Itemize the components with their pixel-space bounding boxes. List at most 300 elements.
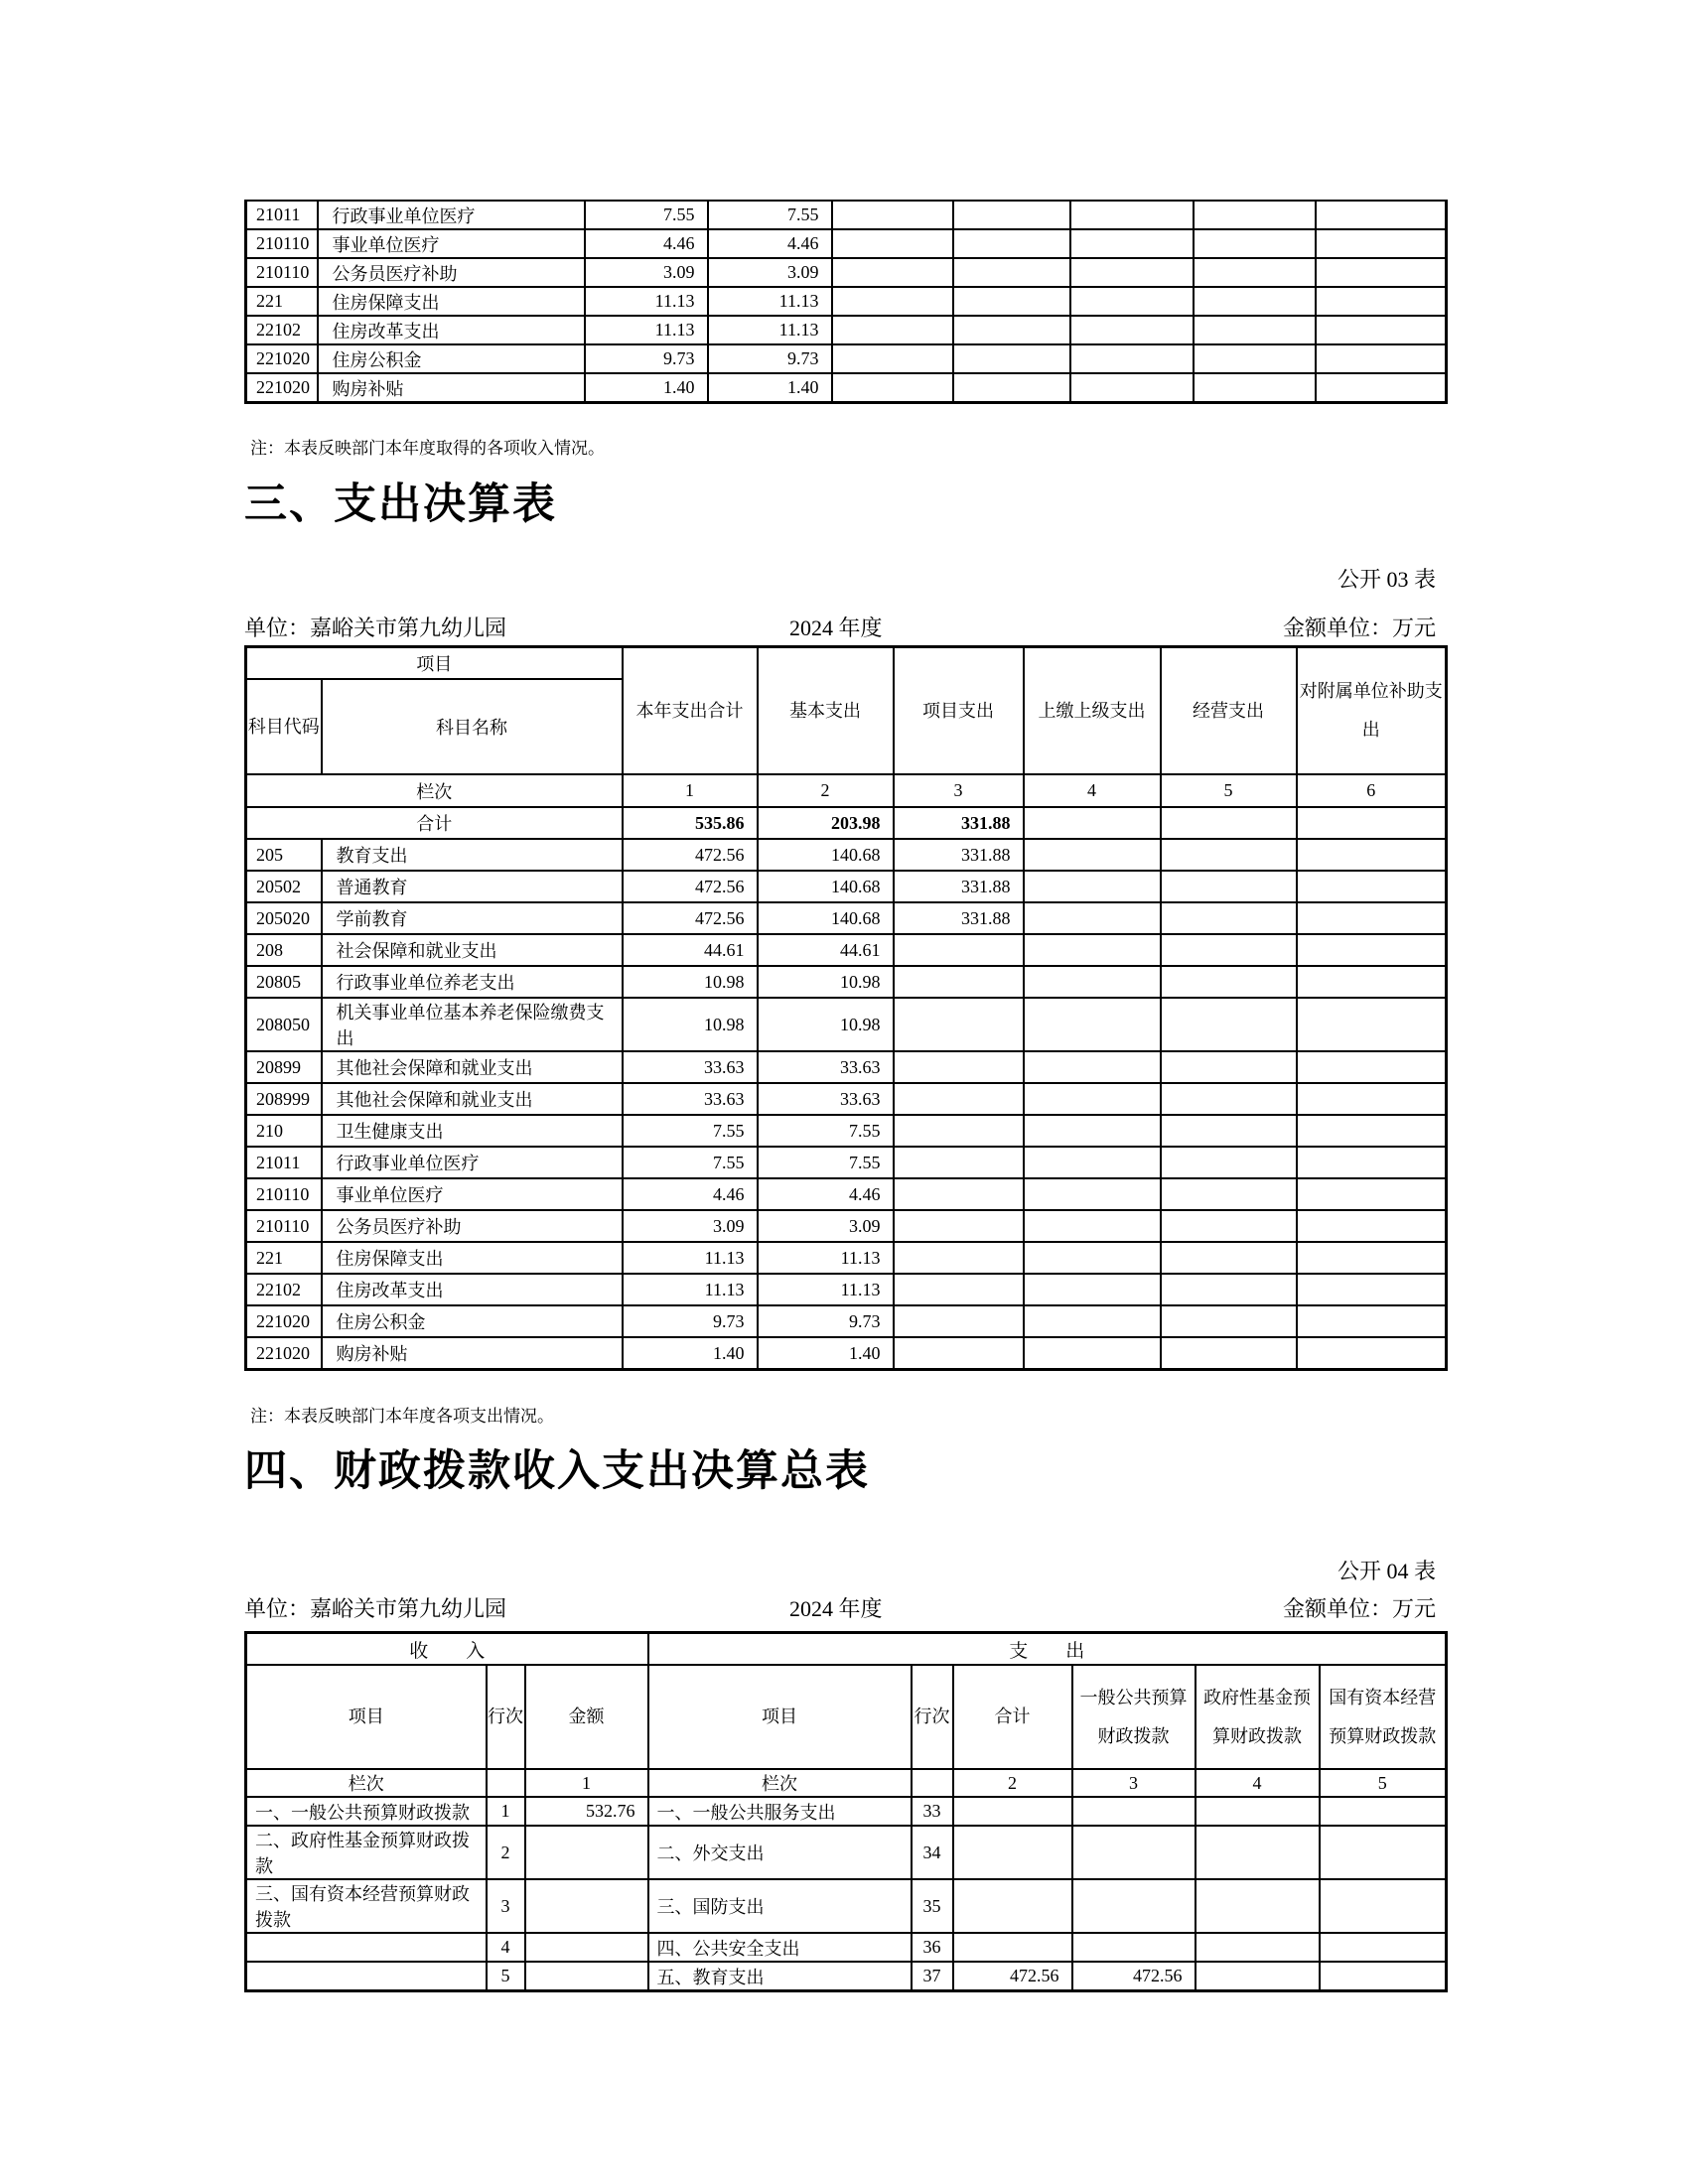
general-public-budget-cell	[1072, 1879, 1196, 1933]
empty-cell	[487, 1769, 525, 1797]
operating-expenditure-cell	[1161, 1051, 1297, 1083]
income-item-cell	[246, 1962, 487, 1991]
expense-line-cell: 37	[912, 1962, 953, 1991]
summary-table-row	[246, 1826, 1447, 1879]
government-fund-cell	[1196, 1797, 1320, 1826]
column-index-cell: 5	[1161, 774, 1297, 807]
income-value-cell	[1194, 201, 1316, 229]
basic-expenditure-cell: 11.13	[758, 1274, 894, 1305]
expense-line-cell: 36	[912, 1933, 953, 1962]
subject-name-cell: 住房改革支出	[322, 1274, 623, 1305]
section3-amount-unit-label: 金额单位：万元	[1282, 615, 1436, 640]
income-value-cell	[1194, 229, 1316, 258]
expense-line-cell: 35	[912, 1879, 953, 1933]
upward-payment-cell	[1024, 1210, 1161, 1242]
section3-year-label: 2024 年度	[789, 615, 883, 640]
summary-column-index-row	[246, 1769, 1447, 1797]
subject-name-cell: 住房保障支出	[318, 287, 585, 316]
lanci-label-cell: 栏次	[648, 1769, 912, 1797]
general-public-budget-cell	[1072, 1797, 1196, 1826]
basic-expenditure-cell: 9.73	[758, 1305, 894, 1337]
general-public-budget-cell	[1072, 1826, 1196, 1879]
subject-code-cell: 208999	[246, 1083, 322, 1115]
section4-heading: 四、财政拨款收入支出决算总表	[244, 1447, 870, 1495]
operating-expenditure-cell	[1161, 1305, 1297, 1337]
expenditure-total-cell: 7.55	[623, 1115, 758, 1147]
income-table-row	[246, 316, 1447, 344]
income-line-cell: 4	[487, 1933, 525, 1962]
income-item-cell: 二、政府性基金预算财政拨款	[246, 1826, 487, 1879]
empty-cell	[912, 1769, 953, 1797]
expenditure-table-row	[246, 1305, 1447, 1337]
expenditure-table-row	[246, 966, 1447, 998]
subsidy-expenditure-cell	[1297, 1083, 1447, 1115]
income-value-cell	[1316, 316, 1447, 344]
state-capital-cell	[1320, 1797, 1447, 1826]
expenditure-table-row	[246, 1147, 1447, 1178]
income-value-cell	[832, 201, 953, 229]
income-value-cell	[1316, 373, 1447, 403]
subject-name-cell: 事业单位医疗	[322, 1178, 623, 1210]
upward-payment-cell	[1024, 1305, 1161, 1337]
column-index-cell: 4	[1196, 1769, 1320, 1797]
expenditure-table-row	[246, 998, 1447, 1051]
income-value-cell	[953, 258, 1070, 287]
income-line-header-cell: 行次	[487, 1665, 525, 1769]
project-expenditure-cell	[894, 1051, 1024, 1083]
income-total-cell: 7.55	[585, 201, 708, 229]
income-table-row	[246, 258, 1447, 287]
basic-expenditure-cell: 10.98	[758, 998, 894, 1051]
summary-table-row	[246, 1962, 1447, 1991]
income-line-cell: 3	[487, 1879, 525, 1933]
subject-code-cell: 205020	[246, 902, 322, 934]
column-header-cell: 基本支出	[758, 647, 894, 775]
government-fund-cell	[1196, 1933, 1320, 1962]
total-value-cell	[1024, 807, 1161, 839]
income-expense-band-row	[246, 1633, 1447, 1666]
expenditure-total-cell: 1.40	[623, 1337, 758, 1370]
income-table-tail	[244, 200, 1448, 404]
expense-total-cell: 472.56	[953, 1962, 1072, 1991]
state-capital-header-cell: 国有资本经营预算财政拨款	[1320, 1665, 1447, 1769]
income-value-cell: 3.09	[708, 258, 832, 287]
subsidy-expenditure-cell	[1297, 998, 1447, 1051]
income-amount-cell	[525, 1879, 648, 1933]
income-table-row	[246, 229, 1447, 258]
operating-expenditure-cell	[1161, 871, 1297, 902]
expenditure-total-cell: 472.56	[623, 871, 758, 902]
column-index-cell: 4	[1024, 774, 1161, 807]
expense-item-cell: 四、公共安全支出	[648, 1933, 912, 1962]
basic-expenditure-cell: 7.55	[758, 1147, 894, 1178]
income-amount-cell	[525, 1933, 648, 1962]
subsidy-expenditure-cell	[1297, 1210, 1447, 1242]
total-label-cell: 合计	[246, 807, 623, 839]
basic-expenditure-cell: 10.98	[758, 966, 894, 998]
basic-expenditure-cell: 11.13	[758, 1242, 894, 1274]
basic-expenditure-cell: 33.63	[758, 1051, 894, 1083]
basic-expenditure-cell: 140.68	[758, 839, 894, 871]
income-item-cell: 一、一般公共预算财政拨款	[246, 1797, 487, 1826]
income-value-cell	[832, 316, 953, 344]
project-expenditure-cell	[894, 934, 1024, 966]
column-index-cell: 2	[758, 774, 894, 807]
expenditure-table-row	[246, 1083, 1447, 1115]
column-index-cell: 3	[894, 774, 1024, 807]
total-row	[246, 807, 1447, 839]
subsidy-expenditure-cell	[1297, 1178, 1447, 1210]
section4-year-label: 2024 年度	[789, 1596, 883, 1621]
summary-header-row	[246, 1665, 1447, 1769]
subject-code-cell: 208050	[246, 998, 322, 1051]
income-value-cell	[953, 287, 1070, 316]
expenditure-table-row	[246, 871, 1447, 902]
income-total-cell: 3.09	[585, 258, 708, 287]
operating-expenditure-cell	[1161, 966, 1297, 998]
column-index-cell: 1	[525, 1769, 648, 1797]
expenditure-total-cell: 3.09	[623, 1210, 758, 1242]
expense-item-cell: 一、一般公共服务支出	[648, 1797, 912, 1826]
subject-code-cell: 205	[246, 839, 322, 871]
income-total-cell: 11.13	[585, 316, 708, 344]
income-value-cell	[832, 258, 953, 287]
expenditure-table-row	[246, 1210, 1447, 1242]
project-expenditure-cell	[894, 1305, 1024, 1337]
lanci-label-cell: 栏次	[246, 1769, 487, 1797]
income-table-note: 注：本表反映部门本年度取得的各项收入情况。	[250, 439, 605, 458]
total-value-cell: 331.88	[894, 807, 1024, 839]
income-value-cell	[1070, 287, 1194, 316]
operating-expenditure-cell	[1161, 839, 1297, 871]
total-value-cell	[1161, 807, 1297, 839]
column-header-cell: 项目支出	[894, 647, 1024, 775]
upward-payment-cell	[1024, 1178, 1161, 1210]
expense-item-cell: 五、教育支出	[648, 1962, 912, 1991]
expense-total-cell	[953, 1826, 1072, 1879]
column-header-cell: 经营支出	[1161, 647, 1297, 775]
income-value-cell	[1316, 344, 1447, 373]
expenditure-total-cell: 9.73	[623, 1305, 758, 1337]
income-value-cell: 1.40	[708, 373, 832, 403]
subject-code-cell: 210	[246, 1115, 322, 1147]
subsidy-expenditure-cell	[1297, 1305, 1447, 1337]
income-value-cell	[832, 373, 953, 403]
income-project-header-cell: 项目	[246, 1665, 487, 1769]
state-capital-cell	[1320, 1879, 1447, 1933]
income-value-cell: 4.46	[708, 229, 832, 258]
subject-code-cell: 21011	[246, 1147, 322, 1178]
expenditure-total-cell: 44.61	[623, 934, 758, 966]
subject-name-cell: 机关事业单位基本养老保险缴费支出	[322, 998, 623, 1051]
basic-expenditure-cell: 140.68	[758, 871, 894, 902]
state-capital-cell	[1320, 1826, 1447, 1879]
fiscal-appropriation-summary-table	[244, 1631, 1448, 1992]
upward-payment-cell	[1024, 1274, 1161, 1305]
project-expenditure-cell	[894, 1083, 1024, 1115]
subject-code-cell: 221020	[246, 373, 318, 403]
subject-name-cell: 卫生健康支出	[322, 1115, 623, 1147]
subject-name-cell: 住房改革支出	[318, 316, 585, 344]
expenditure-total-cell: 472.56	[623, 839, 758, 871]
income-item-cell	[246, 1933, 487, 1962]
income-total-cell: 1.40	[585, 373, 708, 403]
expenditure-table-row	[246, 1051, 1447, 1083]
column-index-cell: 5	[1320, 1769, 1447, 1797]
expenditure-table-row	[246, 1115, 1447, 1147]
subject-code-cell: 21011	[246, 201, 318, 229]
subsidy-expenditure-cell	[1297, 871, 1447, 902]
project-expenditure-cell	[894, 1210, 1024, 1242]
subject-name-cell: 学前教育	[322, 902, 623, 934]
expenditure-total-cell: 472.56	[623, 902, 758, 934]
expenditure-table-row	[246, 934, 1447, 966]
general-public-budget-cell	[1072, 1933, 1196, 1962]
section4-amount-unit-label: 金额单位：万元	[1282, 1596, 1436, 1621]
general-public-budget-cell: 472.56	[1072, 1962, 1196, 1991]
project-expenditure-cell	[894, 1274, 1024, 1305]
subject-code-cell: 210110	[246, 229, 318, 258]
basic-expenditure-cell: 3.09	[758, 1210, 894, 1242]
column-index-cell: 6	[1297, 774, 1447, 807]
expenditure-total-cell: 11.13	[623, 1242, 758, 1274]
income-table-row	[246, 373, 1447, 403]
project-expenditure-cell	[894, 1115, 1024, 1147]
general-public-budget-header-cell: 一般公共预算财政拨款	[1072, 1665, 1196, 1769]
project-expenditure-cell: 331.88	[894, 871, 1024, 902]
section4-unit-label: 单位：嘉峪关市第九幼儿园	[244, 1596, 507, 1621]
column-header-cell: 对附属单位补助支出	[1297, 647, 1447, 775]
income-value-cell	[1194, 344, 1316, 373]
expenditure-total-cell: 10.98	[623, 966, 758, 998]
total-header-cell: 合计	[953, 1665, 1072, 1769]
subsidy-expenditure-cell	[1297, 966, 1447, 998]
expenditure-total-cell: 4.46	[623, 1178, 758, 1210]
subject-name-cell: 公务员医疗补助	[322, 1210, 623, 1242]
subsidy-expenditure-cell	[1297, 1242, 1447, 1274]
expenditure-table-row	[246, 1274, 1447, 1305]
subsidy-expenditure-cell	[1297, 839, 1447, 871]
section3-table-label: 公开 03 表	[1336, 567, 1436, 592]
summary-table-row	[246, 1933, 1447, 1962]
income-value-cell	[1070, 373, 1194, 403]
expense-project-header-cell: 项目	[648, 1665, 912, 1769]
income-amount-cell: 532.76	[525, 1797, 648, 1826]
income-value-cell	[1070, 229, 1194, 258]
subsidy-expenditure-cell	[1297, 1115, 1447, 1147]
project-header-cell: 项目	[246, 647, 623, 680]
expense-line-header-cell: 行次	[912, 1665, 953, 1769]
upward-payment-cell	[1024, 902, 1161, 934]
expenditure-header-row-project	[246, 647, 1447, 680]
upward-payment-cell	[1024, 871, 1161, 902]
operating-expenditure-cell	[1161, 1083, 1297, 1115]
upward-payment-cell	[1024, 966, 1161, 998]
expense-line-cell: 33	[912, 1797, 953, 1826]
upward-payment-cell	[1024, 998, 1161, 1051]
expenditure-total-cell: 10.98	[623, 998, 758, 1051]
upward-payment-cell	[1024, 934, 1161, 966]
project-expenditure-cell	[894, 1337, 1024, 1370]
income-value-cell	[1070, 344, 1194, 373]
income-value-cell	[832, 229, 953, 258]
upward-payment-cell	[1024, 1242, 1161, 1274]
subject-code-cell: 208	[246, 934, 322, 966]
subject-code-cell: 221020	[246, 1305, 322, 1337]
expenditure-total-cell: 33.63	[623, 1051, 758, 1083]
government-fund-header-cell: 政府性基金预算财政拨款	[1196, 1665, 1320, 1769]
subject-name-cell: 事业单位医疗	[318, 229, 585, 258]
expense-total-cell	[953, 1879, 1072, 1933]
column-index-cell: 1	[623, 774, 758, 807]
income-value-cell	[953, 201, 1070, 229]
income-table-row	[246, 344, 1447, 373]
income-amount-cell	[525, 1826, 648, 1879]
project-expenditure-cell: 331.88	[894, 839, 1024, 871]
basic-expenditure-cell: 33.63	[758, 1083, 894, 1115]
operating-expenditure-cell	[1161, 934, 1297, 966]
subject-code-cell: 210110	[246, 1178, 322, 1210]
expense-total-cell	[953, 1797, 1072, 1826]
subsidy-expenditure-cell	[1297, 902, 1447, 934]
expense-item-cell: 三、国防支出	[648, 1879, 912, 1933]
upward-payment-cell	[1024, 839, 1161, 871]
government-fund-cell	[1196, 1826, 1320, 1879]
subject-name-cell: 住房公积金	[318, 344, 585, 373]
expenditure-table-row	[246, 902, 1447, 934]
operating-expenditure-cell	[1161, 1337, 1297, 1370]
expenditure-table-row	[246, 1337, 1447, 1370]
upward-payment-cell	[1024, 1147, 1161, 1178]
income-line-cell: 1	[487, 1797, 525, 1826]
income-value-cell	[1194, 316, 1316, 344]
income-value-cell	[1070, 316, 1194, 344]
subject-name-cell: 住房保障支出	[322, 1242, 623, 1274]
summary-table-row	[246, 1797, 1447, 1826]
subject-name-cell: 购房补贴	[322, 1337, 623, 1370]
subject-name-cell: 行政事业单位医疗	[322, 1147, 623, 1178]
income-value-cell	[832, 344, 953, 373]
income-line-cell: 5	[487, 1962, 525, 1991]
subsidy-expenditure-cell	[1297, 1147, 1447, 1178]
amount-header-cell: 金额	[525, 1665, 648, 1769]
subject-code-cell: 20805	[246, 966, 322, 998]
income-value-cell: 11.13	[708, 316, 832, 344]
column-index-cell: 3	[1072, 1769, 1196, 1797]
lanci-label-cell: 栏次	[246, 774, 623, 807]
subject-code-cell: 22102	[246, 1274, 322, 1305]
income-value-cell	[1316, 229, 1447, 258]
expense-band-cell: 支 出	[648, 1633, 1447, 1666]
total-value-cell	[1297, 807, 1447, 839]
expense-item-cell: 二、外交支出	[648, 1826, 912, 1879]
income-total-cell: 11.13	[585, 287, 708, 316]
income-value-cell	[1070, 258, 1194, 287]
project-expenditure-cell: 331.88	[894, 902, 1024, 934]
section3-unit-label: 单位：嘉峪关市第九幼儿园	[244, 615, 507, 640]
subject-code-cell: 210110	[246, 258, 318, 287]
operating-expenditure-cell	[1161, 1115, 1297, 1147]
subject-code-cell: 210110	[246, 1210, 322, 1242]
expenditure-table-row	[246, 1242, 1447, 1274]
income-total-cell: 9.73	[585, 344, 708, 373]
expenditure-table-row	[246, 1178, 1447, 1210]
subject-name-cell: 购房补贴	[318, 373, 585, 403]
income-value-cell	[953, 344, 1070, 373]
upward-payment-cell	[1024, 1083, 1161, 1115]
income-line-cell: 2	[487, 1826, 525, 1879]
operating-expenditure-cell	[1161, 902, 1297, 934]
income-value-cell	[953, 373, 1070, 403]
income-value-cell	[1194, 287, 1316, 316]
expenditure-total-cell: 11.13	[623, 1274, 758, 1305]
subject-code-cell: 22102	[246, 316, 318, 344]
income-amount-cell	[525, 1962, 648, 1991]
summary-table-row	[246, 1879, 1447, 1933]
income-value-cell	[953, 316, 1070, 344]
expense-line-cell: 34	[912, 1826, 953, 1879]
income-value-cell	[953, 229, 1070, 258]
upward-payment-cell	[1024, 1337, 1161, 1370]
subject-name-cell: 其他社会保障和就业支出	[322, 1051, 623, 1083]
upward-payment-cell	[1024, 1051, 1161, 1083]
column-header-cell: 上缴上级支出	[1024, 647, 1161, 775]
government-fund-cell	[1196, 1879, 1320, 1933]
column-header-cell: 本年支出合计	[623, 647, 758, 775]
expenditure-table-note: 注：本表反映部门本年度各项支出情况。	[250, 1407, 554, 1426]
subject-code-cell: 20899	[246, 1051, 322, 1083]
income-value-cell: 9.73	[708, 344, 832, 373]
income-value-cell	[1194, 258, 1316, 287]
income-value-cell	[1316, 287, 1447, 316]
subsidy-expenditure-cell	[1297, 934, 1447, 966]
total-value-cell: 203.98	[758, 807, 894, 839]
section4-table-label: 公开 04 表	[1336, 1559, 1436, 1583]
basic-expenditure-cell: 4.46	[758, 1178, 894, 1210]
operating-expenditure-cell	[1161, 1210, 1297, 1242]
income-table-row	[246, 287, 1447, 316]
income-value-cell	[1316, 201, 1447, 229]
subject-code-cell: 221020	[246, 344, 318, 373]
income-value-cell	[832, 287, 953, 316]
project-expenditure-cell	[894, 1242, 1024, 1274]
income-value-cell	[1316, 258, 1447, 287]
operating-expenditure-cell	[1161, 1178, 1297, 1210]
subsidy-expenditure-cell	[1297, 1051, 1447, 1083]
total-value-cell: 535.86	[623, 807, 758, 839]
column-index-row	[246, 774, 1447, 807]
income-value-cell	[1194, 373, 1316, 403]
operating-expenditure-cell	[1161, 1274, 1297, 1305]
subject-code-cell: 221	[246, 1242, 322, 1274]
section3-heading: 三、支出决算表	[244, 480, 557, 528]
income-item-cell: 三、国有资本经营预算财政拨款	[246, 1879, 487, 1933]
upward-payment-cell	[1024, 1115, 1161, 1147]
expenditure-total-cell: 7.55	[623, 1147, 758, 1178]
basic-expenditure-cell: 1.40	[758, 1337, 894, 1370]
income-value-cell	[1070, 201, 1194, 229]
subject-name-cell: 教育支出	[322, 839, 623, 871]
expenditure-table	[244, 645, 1448, 1371]
project-expenditure-cell	[894, 1178, 1024, 1210]
government-fund-cell	[1196, 1962, 1320, 1991]
income-total-cell: 4.46	[585, 229, 708, 258]
subject-name-header-cell: 科目名称	[322, 679, 623, 774]
income-value-cell: 7.55	[708, 201, 832, 229]
subject-code-header-cell: 科目代码	[246, 679, 322, 774]
column-index-cell: 2	[953, 1769, 1072, 1797]
basic-expenditure-cell: 140.68	[758, 902, 894, 934]
